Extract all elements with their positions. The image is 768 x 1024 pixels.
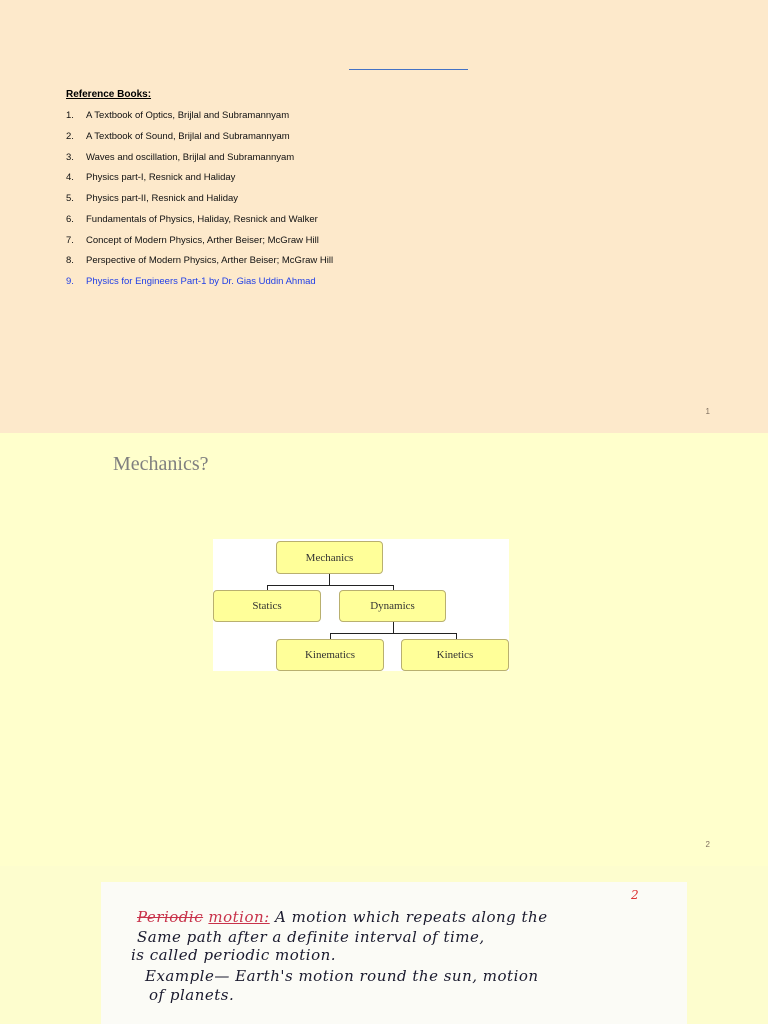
note-line: of planets. bbox=[149, 986, 235, 1004]
note-line bbox=[137, 908, 548, 926]
reference-item bbox=[66, 214, 333, 235]
connector-line bbox=[393, 622, 394, 633]
struck-word: Periodic bbox=[137, 908, 204, 926]
item-text: Fundamentals of Physics, Haliday, Resnick and Walker bbox=[86, 213, 318, 225]
slide-number: 2 bbox=[705, 840, 710, 849]
item-number: 1. bbox=[66, 110, 74, 121]
item-number: 2. bbox=[66, 130, 74, 142]
reference-item bbox=[66, 235, 333, 256]
slide-title: Mechanics? bbox=[113, 453, 209, 475]
reference-list bbox=[66, 110, 333, 297]
reference-item bbox=[66, 152, 333, 173]
item-text: Concept of Modern Physics, Arther Beiser; McGraw Hill bbox=[86, 234, 319, 246]
mechanics-tree-diagram bbox=[213, 539, 509, 671]
note-line: is called periodic motion. bbox=[131, 946, 337, 964]
title-underline bbox=[349, 69, 468, 70]
item-number: 5. bbox=[66, 193, 74, 204]
reference-item bbox=[66, 255, 333, 276]
item-text: Physics for Engineers Part-1 by Dr. Gias Uddin Ahmad bbox=[86, 276, 316, 287]
node-kinematics: Kinematics bbox=[276, 639, 384, 671]
connector-line bbox=[267, 585, 394, 586]
slide-reference-books bbox=[0, 0, 768, 433]
term-label: motion: bbox=[208, 908, 270, 926]
item-number: 3. bbox=[66, 151, 74, 163]
item-text: Physics part-I, Resnick and Haliday bbox=[86, 172, 236, 184]
item-text: Physics part-II, Resnick and Haliday bbox=[86, 193, 239, 204]
item-text: A Textbook of Optics, Brijlal and Subramannyam bbox=[86, 110, 290, 121]
slide-handwritten-note bbox=[0, 866, 768, 1024]
item-number: 4. bbox=[66, 172, 74, 184]
item-number: 7. bbox=[66, 234, 74, 246]
item-text: Perspective of Modern Physics, Arther Beiser; McGraw Hill bbox=[86, 255, 334, 267]
node-kinetics: Kinetics bbox=[401, 639, 509, 671]
reference-item-highlighted bbox=[66, 276, 333, 297]
reference-item bbox=[66, 131, 333, 152]
item-number: 9. bbox=[66, 276, 74, 287]
node-statics: Statics bbox=[213, 590, 321, 622]
reference-item bbox=[66, 172, 333, 193]
connector-line bbox=[330, 633, 457, 634]
note-line: Example— Earth's motion round the sun, motion bbox=[145, 967, 539, 985]
slide-number: 1 bbox=[705, 407, 710, 416]
reference-item bbox=[66, 193, 333, 214]
connector-line bbox=[329, 573, 330, 585]
item-text: Waves and oscillation, Brijlal and Subramannyam bbox=[86, 151, 295, 163]
node-mechanics: Mechanics bbox=[276, 541, 383, 574]
note-text: A motion which repeats along the bbox=[269, 908, 548, 926]
node-dynamics: Dynamics bbox=[339, 590, 446, 622]
handwritten-note-image bbox=[101, 882, 687, 1024]
item-number: 8. bbox=[66, 255, 74, 267]
slide-mechanics bbox=[0, 433, 768, 866]
reference-item bbox=[66, 110, 333, 131]
item-number: 6. bbox=[66, 213, 74, 225]
note-page-mark: 2 bbox=[631, 888, 639, 902]
note-line: Same path after a definite interval of time, bbox=[137, 928, 485, 946]
item-text: A Textbook of Sound, Brijlal and Subramannyam bbox=[86, 130, 290, 142]
reference-heading: Reference Books: bbox=[66, 89, 152, 100]
